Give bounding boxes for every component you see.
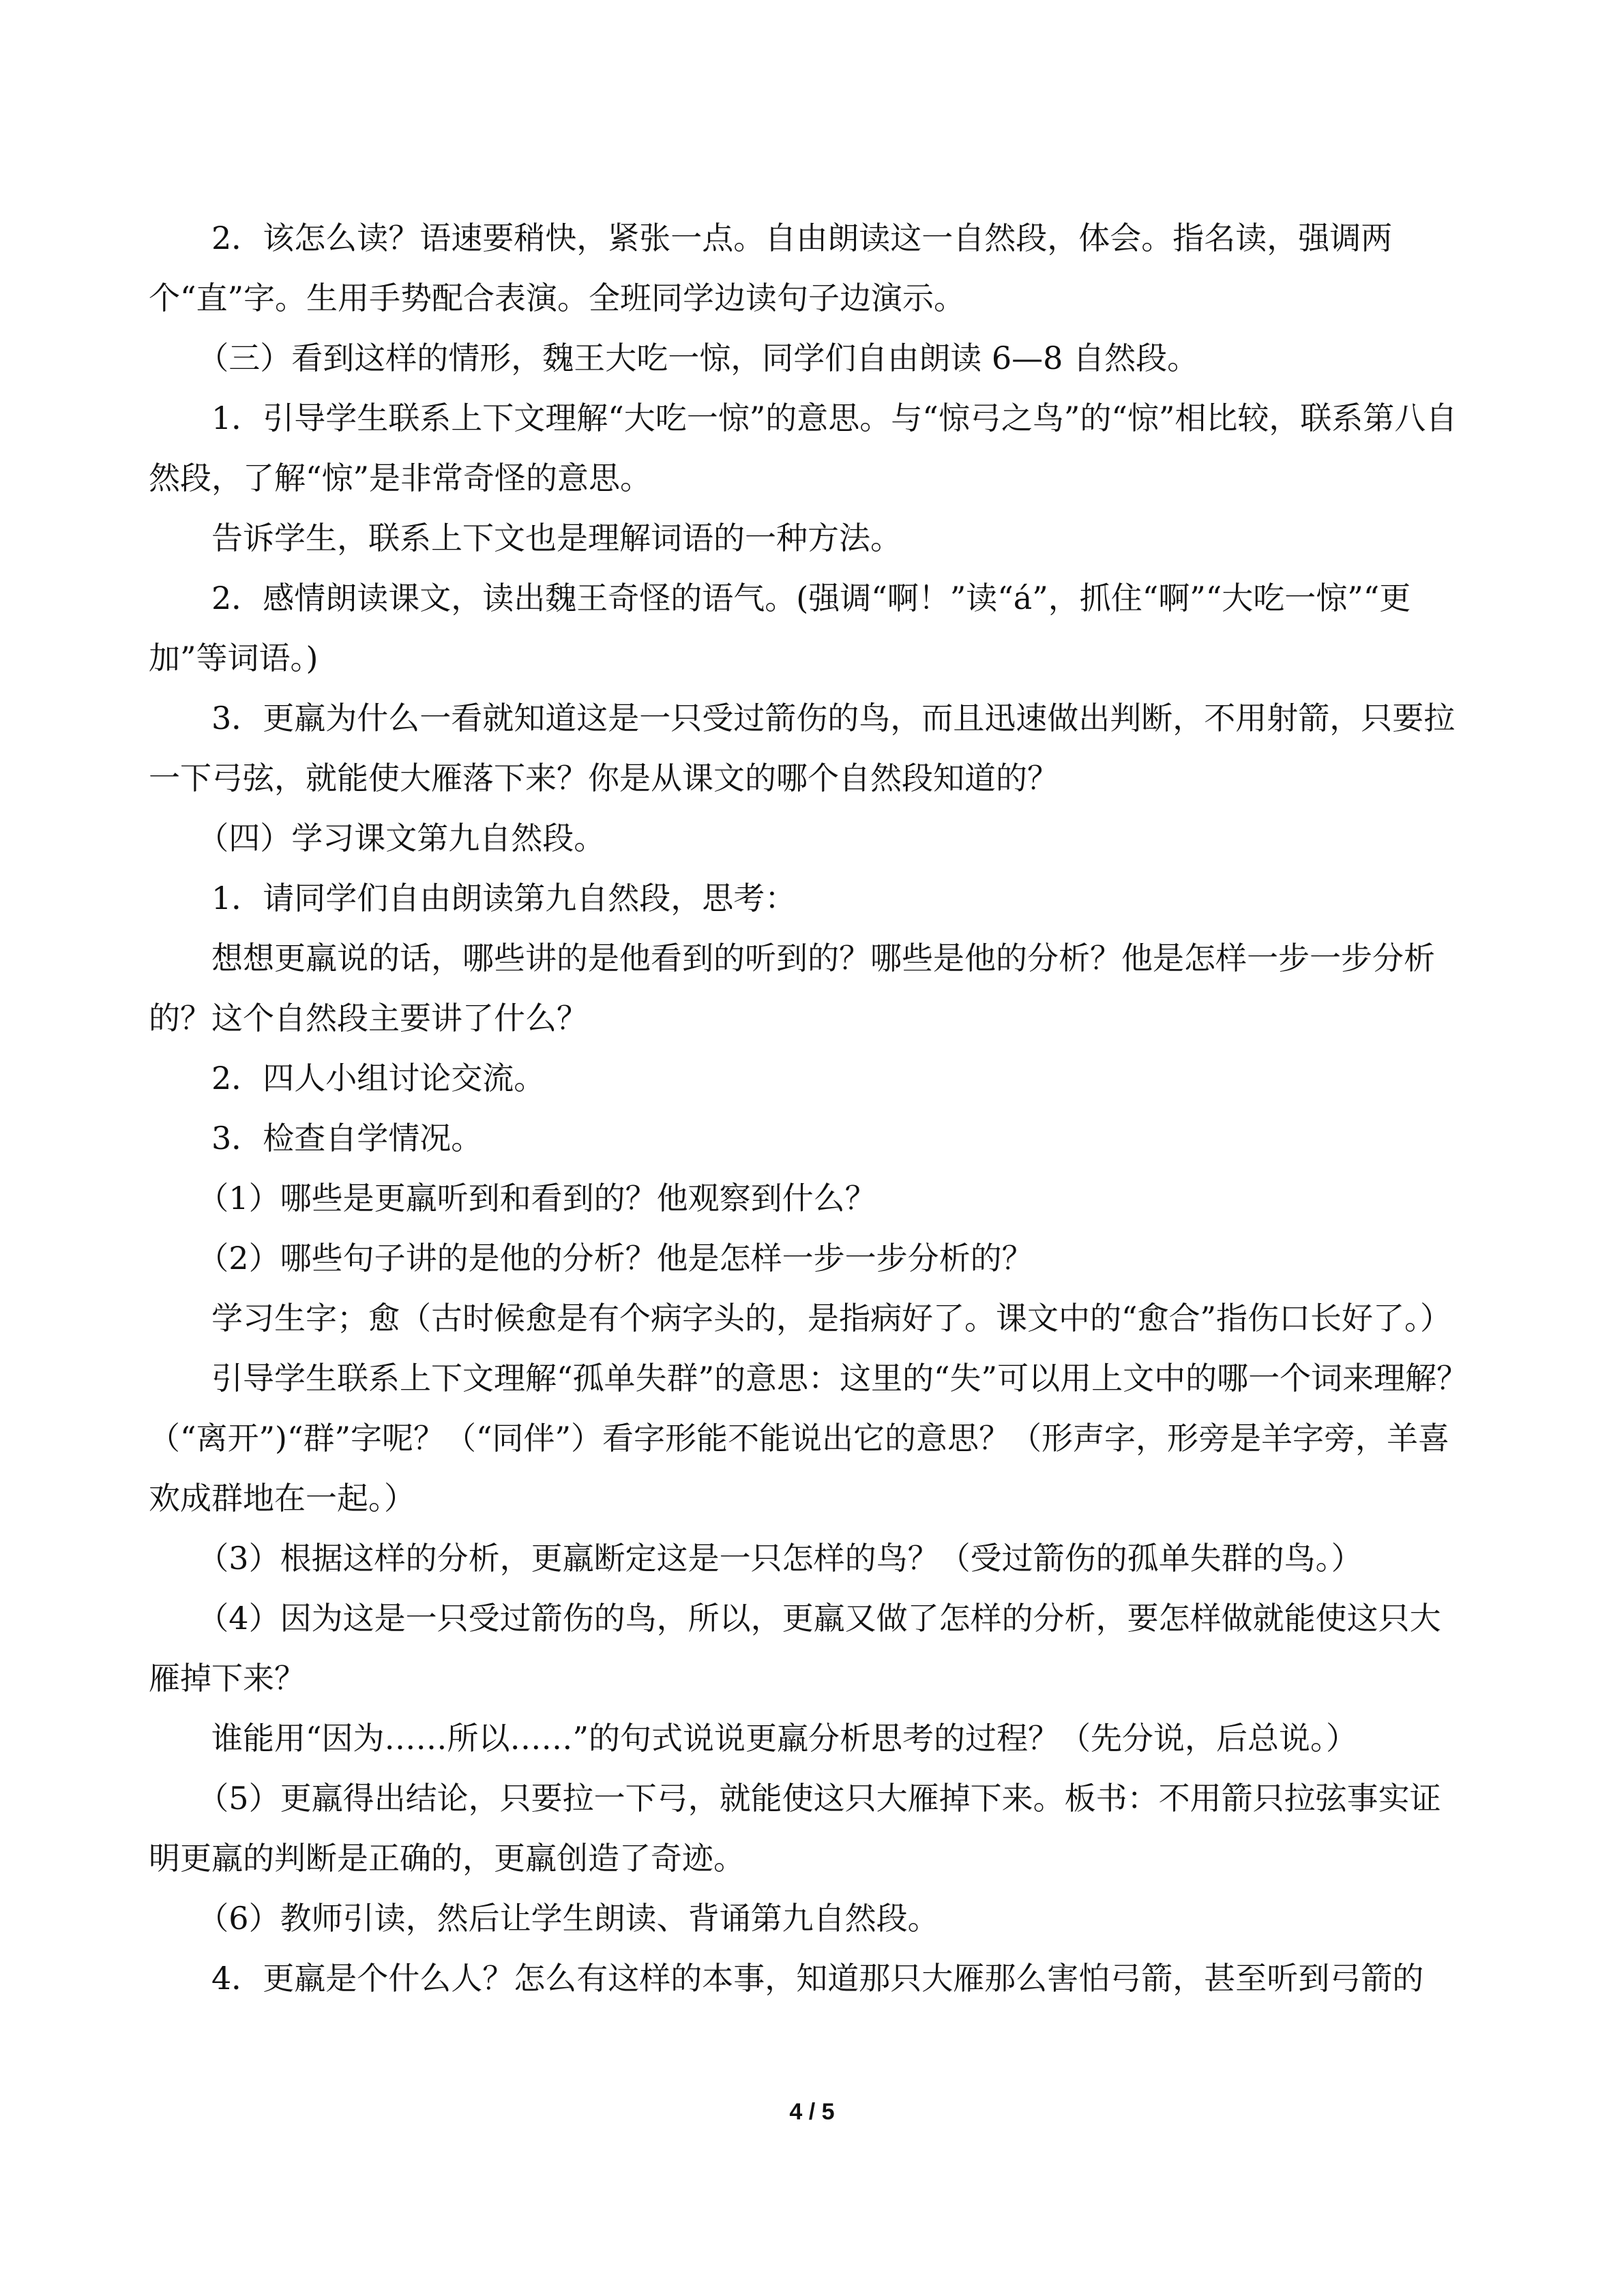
paragraph: 2．该怎么读？语速要稍快，紧张一点。自由朗读这一自然段，体会。指名读，强调两个“直”字。生用手势配合表演。全班同学边读句子边演示。 (149, 220, 1393, 316)
paragraph: 2．感情朗读课文，读出魏王奇怪的语气。(强调“啊！”读“á”，抓住“啊”“大吃一惊”“更加”等词语。) (149, 580, 1411, 676)
paragraph: （2）哪些句子讲的是他的分析？他是怎样一步一步分析的？ (197, 1240, 1033, 1277)
paragraph: 3．检查自学情况。 (211, 1120, 483, 1157)
paragraph: 学习生字；愈（古时候愈是有个病字头的，是指病好了。课文中的“愈合”指伤口长好了。） (211, 1300, 1452, 1337)
paragraph: （1）哪些是更羸听到和看到的？他观察到什么？ (197, 1180, 876, 1217)
paragraph: 1．引导学生联系上下文理解“大吃一惊”的意思。与“惊弓之鸟”的“惊”相比较，联系第八自然段，了解“惊”是非常奇怪的意思。 (149, 400, 1458, 496)
paragraph: （6）教师引读，然后让学生朗读、背诵第九自然段。 (197, 1900, 939, 1937)
paragraph: 1．请同学们自由朗读第九自然段，思考： (211, 880, 797, 916)
paragraph: 谁能用“因为……所以……”的句式说说更羸分析思考的过程？（先分说，后总说。） (211, 1720, 1358, 1757)
paragraph: （4）因为这是一只受过箭伤的鸟，所以，更羸又做了怎样的分析，要怎样做就能使这只大雁掉下来？ (149, 1600, 1441, 1697)
paragraph: （5）更羸得出结论，只要拉一下弓，就能使这只大雁掉下来。板书：不用箭只拉弦事实证明更羸的判断是正确的，更羸创造了奇迹。 (149, 1780, 1441, 1877)
paragraph: 引导学生联系上下文理解“孤单失群”的意思：这里的“失”可以用上文中的哪一个词来理解？（“离开”)“群”字呢？（“同伴”）看字形能不能说出它的意思？（形声字，形旁是羊字旁，羊喜欢成群地在一起。） (149, 1360, 1468, 1517)
page-number: 4 / 5 (789, 2099, 835, 2125)
paragraph: 4．更羸是个什么人？怎么有这样的本事，知道那只大雁那么害怕弓箭，甚至听到弓箭的 (211, 1960, 1424, 1997)
paragraph: 3．更羸为什么一看就知道这是一只受过箭伤的鸟，而且迅速做出判断，不用射箭，只要拉一下弓弦，就能使大雁落下来？你是从课文的哪个自然段知道的？ (149, 700, 1456, 796)
paragraph: （四）学习课文第九自然段。 (197, 820, 606, 856)
paragraph: 想想更羸说的话，哪些讲的是他看到的听到的？哪些是他的分析？他是怎样一步一步分析的？这个自然段主要讲了什么？ (149, 940, 1435, 1037)
paragraph: （三）看到这样的情形，魏王大吃一惊，同学们自由朗读 6—8 自然段。 (197, 340, 1199, 376)
paragraph: （3）根据这样的分析，更羸断定这是一只怎样的鸟？（受过箭伤的孤单失群的鸟。） (197, 1540, 1363, 1577)
document-body (149, 208, 1472, 2008)
paragraph: 告诉学生，联系上下文也是理解词语的一种方法。 (211, 520, 902, 556)
paragraph: 2．四人小组讨论交流。 (211, 1060, 546, 1097)
